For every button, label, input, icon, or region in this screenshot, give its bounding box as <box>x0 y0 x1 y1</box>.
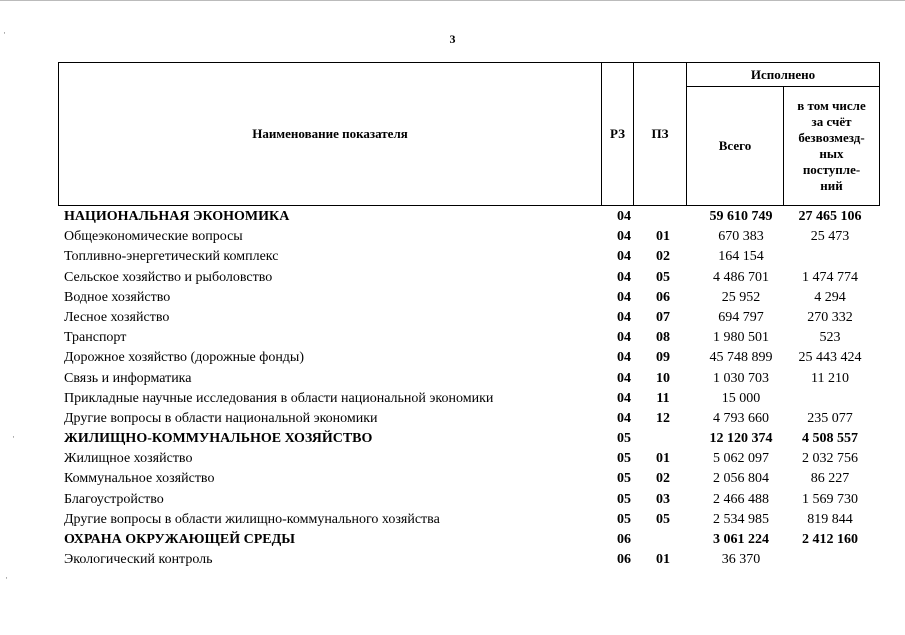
row-pz: 06 <box>656 289 670 305</box>
row-rz: 04 <box>617 350 631 366</box>
row-grants: 27 465 106 <box>798 209 862 224</box>
row-rz: 04 <box>617 209 631 224</box>
table-row <box>58 348 880 368</box>
row-rz: 04 <box>617 330 631 346</box>
row-pz: 05 <box>656 269 670 285</box>
row-grants: 2 032 756 <box>802 451 858 467</box>
row-grants: 25 443 424 <box>798 350 862 366</box>
row-rz: 06 <box>617 532 631 547</box>
row-rz: 04 <box>617 289 631 305</box>
row-pz: 07 <box>656 309 670 325</box>
row-rz: 04 <box>617 390 631 406</box>
row-name: НАЦИОНАЛЬНАЯ ЭКОНОМИКА <box>64 209 290 224</box>
row-grants: 4 294 <box>814 289 846 305</box>
row-rz: 05 <box>617 511 631 527</box>
row-total: 4 793 660 <box>713 410 769 426</box>
row-name: Другие вопросы в области жилищно-коммунального хозяйства <box>64 511 440 527</box>
table-row <box>58 449 880 469</box>
row-total: 4 486 701 <box>713 269 769 285</box>
table-row <box>58 308 880 328</box>
header-executed: Исполнено <box>686 62 880 87</box>
row-name: ОХРАНА ОКРУЖАЮЩЕЙ СРЕДЫ <box>64 532 295 547</box>
row-name: Коммунальное хозяйство <box>64 471 215 487</box>
section-row <box>58 429 880 449</box>
row-name: Связь и информатика <box>64 370 192 386</box>
table-row <box>58 510 880 530</box>
row-grants: 270 332 <box>807 309 853 325</box>
row-total: 164 154 <box>718 249 764 265</box>
table-row <box>58 409 880 429</box>
row-rz: 05 <box>617 471 631 487</box>
row-name: Транспорт <box>64 330 127 346</box>
row-pz: 01 <box>656 552 670 568</box>
row-grants: 819 844 <box>807 511 853 527</box>
row-rz: 04 <box>617 229 631 245</box>
row-pz: 08 <box>656 330 670 346</box>
row-rz: 06 <box>617 552 631 568</box>
table-row <box>58 328 880 348</box>
row-rz: 04 <box>617 269 631 285</box>
row-name: Жилищное хозяйство <box>64 451 193 467</box>
row-rz: 05 <box>617 451 631 467</box>
row-pz: 02 <box>656 249 670 265</box>
page-number: 3 <box>449 32 456 46</box>
row-total: 59 610 749 <box>709 209 773 224</box>
row-name: Общеэкономические вопросы <box>64 229 243 245</box>
row-pz: 02 <box>656 471 670 487</box>
row-grants: 1 569 730 <box>802 491 858 507</box>
row-name: Водное хозяйство <box>64 289 171 305</box>
row-name: ЖИЛИЩНО-КОММУНАЛЬНОЕ ХОЗЯЙСТВО <box>64 431 373 447</box>
table-body <box>58 207 880 570</box>
row-rz: 05 <box>617 431 631 447</box>
row-name: Благоустройство <box>64 491 164 507</box>
row-name: Лесное хозяйство <box>64 309 170 325</box>
row-total: 36 370 <box>721 552 761 568</box>
row-name: Сельское хозяйство и рыболовство <box>64 269 273 285</box>
row-grants: 25 473 <box>810 229 850 245</box>
row-pz: 12 <box>656 410 670 426</box>
row-total: 2 056 804 <box>713 471 769 487</box>
row-total: 1 980 501 <box>713 330 769 346</box>
table-row <box>58 247 880 267</box>
row-total: 2 534 985 <box>713 511 769 527</box>
row-pz: 05 <box>656 511 670 527</box>
row-total: 45 748 899 <box>709 350 773 366</box>
row-total: 12 120 374 <box>709 431 773 447</box>
row-pz: 11 <box>656 390 670 406</box>
row-grants: 523 <box>819 330 841 346</box>
table-row <box>58 389 880 409</box>
row-pz: 10 <box>656 370 670 386</box>
row-grants: 11 210 <box>811 370 849 386</box>
row-grants: 2 412 160 <box>802 532 858 547</box>
header-total: Всего <box>686 86 784 206</box>
scan-speck: · <box>12 432 15 442</box>
header-name: Наименование показателя <box>58 62 602 206</box>
row-pz: 09 <box>656 350 670 366</box>
row-rz: 05 <box>617 491 631 507</box>
table-row <box>58 288 880 308</box>
table-header <box>58 62 880 206</box>
row-grants: 86 227 <box>810 471 850 487</box>
header-grants: в том числе за счёт безвозмезд- ных поступле- ний <box>783 86 880 206</box>
row-grants: 1 474 774 <box>802 269 858 285</box>
scan-top-edge <box>0 0 905 1</box>
row-total: 1 030 703 <box>713 370 769 386</box>
row-grants: 235 077 <box>807 410 853 426</box>
row-rz: 04 <box>617 410 631 426</box>
row-name: Дорожное хозяйство (дорожные фонды) <box>64 350 305 366</box>
row-rz: 04 <box>617 249 631 265</box>
table-row <box>58 490 880 510</box>
row-total: 2 466 488 <box>713 491 769 507</box>
row-name: Топливно-энергетический комплекс <box>64 249 279 265</box>
row-pz: 03 <box>656 491 670 507</box>
row-pz: 01 <box>656 451 670 467</box>
row-total: 5 062 097 <box>713 451 769 467</box>
table-row <box>58 227 880 247</box>
row-total: 25 952 <box>721 289 761 305</box>
row-grants: 4 508 557 <box>802 431 858 447</box>
section-row <box>58 207 880 227</box>
scan-speck: · <box>5 573 8 583</box>
table-row <box>58 469 880 489</box>
row-total: 3 061 224 <box>713 532 769 547</box>
row-rz: 04 <box>617 370 631 386</box>
row-name: Экологический контроль <box>64 552 213 568</box>
row-total: 15 000 <box>721 390 761 406</box>
row-rz: 04 <box>617 309 631 325</box>
row-name: Прикладные научные исследования в области национальной экономики <box>64 390 494 406</box>
scan-speck: · <box>3 28 6 38</box>
header-pz: ПЗ <box>633 62 687 206</box>
section-row <box>58 530 880 550</box>
row-total: 670 383 <box>718 229 764 245</box>
table-row <box>58 369 880 389</box>
row-total: 694 797 <box>718 309 764 325</box>
row-name: Другие вопросы в области национальной экономики <box>64 410 378 426</box>
header-rz: РЗ <box>601 62 634 206</box>
table-row <box>58 550 880 570</box>
table-row <box>58 268 880 288</box>
row-pz: 01 <box>656 229 670 245</box>
